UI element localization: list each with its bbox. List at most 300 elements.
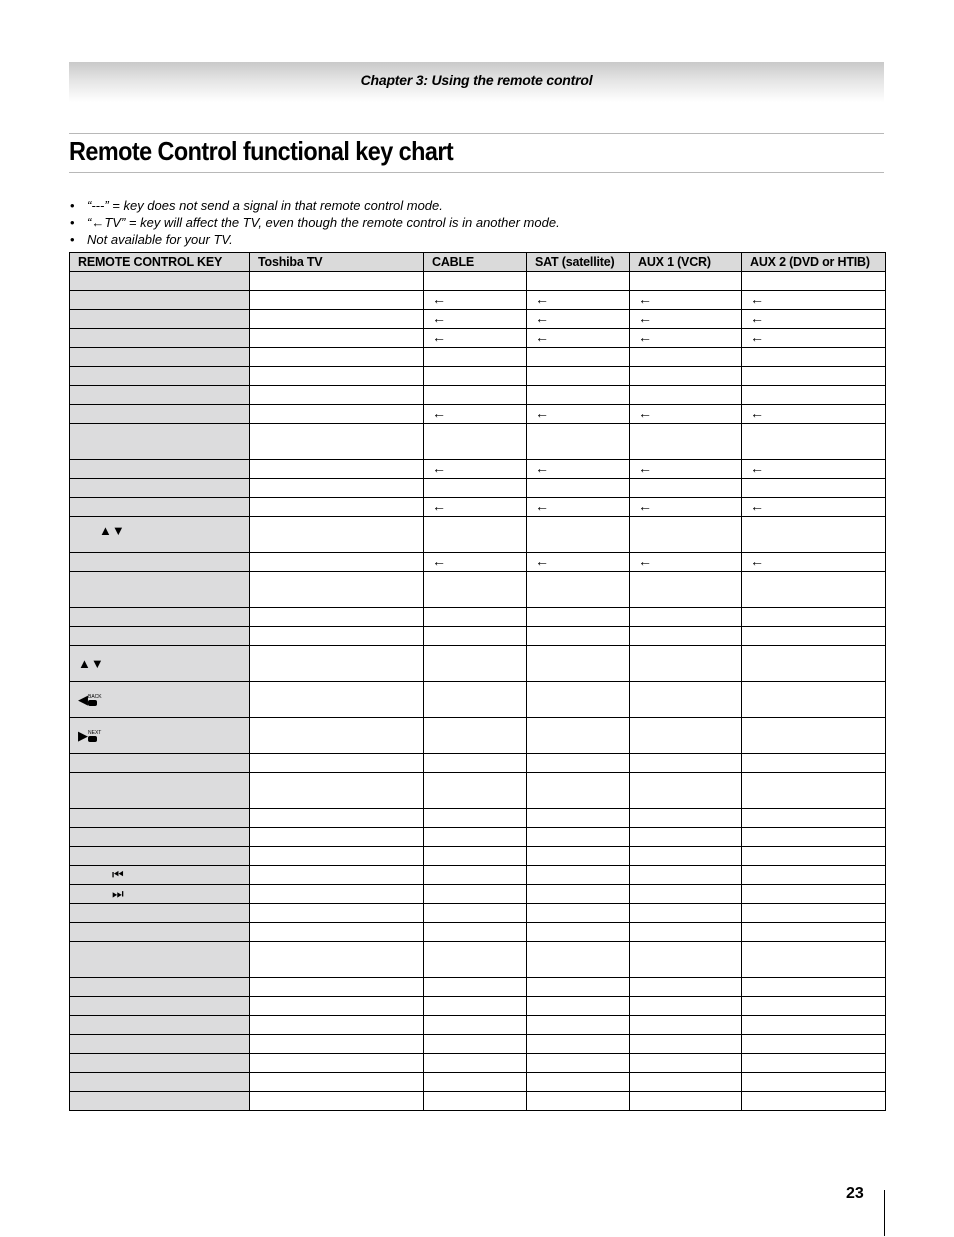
cell	[250, 291, 424, 310]
cell	[250, 682, 424, 718]
cell	[742, 405, 886, 424]
cell	[527, 923, 630, 942]
cell	[630, 847, 742, 866]
cell	[630, 572, 742, 608]
cell	[742, 885, 886, 904]
cell	[424, 809, 527, 828]
cell	[630, 498, 742, 517]
key-cell	[70, 572, 250, 608]
cell	[424, 329, 527, 348]
key-cell	[70, 1035, 250, 1054]
cell	[742, 718, 886, 754]
table-row	[70, 348, 886, 367]
left-arrow-icon: ←	[432, 329, 446, 345]
cell	[527, 310, 630, 329]
cell	[424, 367, 527, 386]
cell	[250, 627, 424, 646]
table-row	[70, 460, 886, 479]
cell	[527, 828, 630, 847]
cell	[742, 517, 886, 553]
cell	[250, 923, 424, 942]
cell	[742, 1073, 886, 1092]
table-row	[70, 828, 886, 847]
cell	[742, 553, 886, 572]
key-cell	[70, 754, 250, 773]
key-cell	[70, 367, 250, 386]
key-cell	[70, 405, 250, 424]
table-row	[70, 367, 886, 386]
cell	[424, 942, 527, 978]
cell	[250, 904, 424, 923]
cell	[250, 517, 424, 553]
table-row	[70, 1035, 886, 1054]
left-arrow-icon: ←	[750, 553, 764, 569]
cell	[630, 405, 742, 424]
cell	[424, 291, 527, 310]
left-arrow-icon: ←	[750, 405, 764, 421]
table-row	[70, 1073, 886, 1092]
header-row	[70, 253, 886, 272]
bullet: •	[70, 215, 75, 230]
cell	[527, 1035, 630, 1054]
cell	[527, 1073, 630, 1092]
cell	[527, 942, 630, 978]
key-cell	[70, 997, 250, 1016]
cell	[527, 997, 630, 1016]
key-cell	[70, 1016, 250, 1035]
cell	[424, 885, 527, 904]
cell	[250, 424, 424, 460]
table-row	[70, 1054, 886, 1073]
back-oval-icon	[88, 700, 97, 706]
key-cell	[70, 1054, 250, 1073]
cell	[250, 1092, 424, 1111]
key-cell	[70, 553, 250, 572]
back-label: BACK	[88, 694, 102, 701]
table-row	[70, 847, 886, 866]
col-header-sat: SAT (satellite)	[527, 253, 630, 272]
page-number-rule	[884, 1190, 885, 1236]
col-header-key: REMOTE CONTROL KEY	[70, 253, 250, 272]
cell	[250, 847, 424, 866]
cell	[424, 1092, 527, 1111]
cell	[630, 386, 742, 405]
table-row	[70, 923, 886, 942]
cell	[250, 866, 424, 885]
cell	[742, 923, 886, 942]
left-arrow-icon: ←	[432, 498, 446, 514]
table-row	[70, 479, 886, 498]
key-cell	[70, 718, 250, 754]
table-row	[70, 405, 886, 424]
cell	[527, 479, 630, 498]
cell	[742, 329, 886, 348]
key-cell	[70, 460, 250, 479]
cell	[424, 1016, 527, 1035]
cell	[630, 1016, 742, 1035]
cell	[527, 885, 630, 904]
cell	[742, 572, 886, 608]
left-arrow-icon: ←	[432, 291, 446, 307]
cell	[742, 460, 886, 479]
key-cell	[70, 978, 250, 997]
cell	[742, 866, 886, 885]
note-item	[69, 214, 560, 231]
key-cell	[70, 866, 250, 885]
key-cell	[70, 386, 250, 405]
cell	[527, 291, 630, 310]
cell	[527, 718, 630, 754]
cell	[630, 329, 742, 348]
cell	[250, 646, 424, 682]
left-arrow-icon: ←	[535, 291, 549, 307]
table-row	[70, 272, 886, 291]
cell	[527, 608, 630, 627]
key-cell	[70, 646, 250, 682]
cell	[424, 847, 527, 866]
cell	[424, 1073, 527, 1092]
up-down-arrows-icon: ▲▼	[99, 523, 125, 538]
left-arrow-icon: ←	[535, 329, 549, 345]
left-arrow-icon: ←	[750, 498, 764, 514]
left-arrow-icon: ←	[535, 310, 549, 326]
cell	[742, 997, 886, 1016]
page-number: 23	[846, 1185, 864, 1202]
cell	[527, 754, 630, 773]
left-triangle-icon: ◀	[78, 691, 88, 707]
cell	[630, 773, 742, 809]
table-row	[70, 1016, 886, 1035]
left-arrow-icon: ←	[750, 329, 764, 345]
cell	[250, 498, 424, 517]
key-cell	[70, 942, 250, 978]
cell	[250, 348, 424, 367]
table-row	[70, 1092, 886, 1111]
cell	[250, 1035, 424, 1054]
cell	[630, 1035, 742, 1054]
table-row	[70, 608, 886, 627]
cell	[630, 997, 742, 1016]
cell	[630, 942, 742, 978]
cell	[527, 498, 630, 517]
key-cell	[70, 828, 250, 847]
cell	[424, 572, 527, 608]
key-cell	[70, 773, 250, 809]
col-header-cable: CABLE	[424, 253, 527, 272]
cell	[527, 553, 630, 572]
cell	[630, 310, 742, 329]
title-rule-bottom	[69, 172, 884, 173]
cell	[424, 517, 527, 553]
cell	[250, 272, 424, 291]
cell	[630, 479, 742, 498]
left-arrow-icon: ←	[535, 498, 549, 514]
cell	[742, 348, 886, 367]
cell	[250, 479, 424, 498]
cell	[424, 978, 527, 997]
col-header-aux2: AUX 2 (DVD or HTIB)	[742, 253, 886, 272]
key-cell	[70, 809, 250, 828]
cell	[527, 1016, 630, 1035]
table-row	[70, 773, 886, 809]
cell	[424, 1035, 527, 1054]
table-row	[70, 424, 886, 460]
left-arrow-icon: ←	[638, 291, 652, 307]
left-arrow-icon: ←	[638, 310, 652, 326]
next-label: NEXT	[88, 730, 102, 737]
cell	[742, 828, 886, 847]
cell	[424, 646, 527, 682]
bullet: •	[70, 232, 75, 247]
next-badge-icon	[88, 730, 101, 742]
cell	[630, 718, 742, 754]
cell	[742, 809, 886, 828]
table-row	[70, 885, 886, 904]
chapter-title: Chapter 3: Using the remote control	[360, 72, 593, 88]
cell	[742, 424, 886, 460]
cell	[527, 348, 630, 367]
bullet: •	[70, 198, 75, 213]
cell	[424, 828, 527, 847]
key-cell	[70, 348, 250, 367]
table-row	[70, 866, 886, 885]
key-cell	[70, 498, 250, 517]
cell	[527, 978, 630, 997]
cell	[424, 498, 527, 517]
key-cell	[70, 479, 250, 498]
table-row	[70, 627, 886, 646]
cell	[250, 978, 424, 997]
cell	[527, 809, 630, 828]
cell	[742, 847, 886, 866]
cell	[250, 572, 424, 608]
cell	[250, 310, 424, 329]
cell	[630, 646, 742, 682]
cell	[742, 608, 886, 627]
cell	[742, 978, 886, 997]
left-arrow-icon: ←	[432, 460, 446, 476]
key-cell	[70, 923, 250, 942]
cell	[424, 923, 527, 942]
cell	[250, 885, 424, 904]
right-triangle-icon: ▶	[78, 727, 88, 743]
cell	[250, 718, 424, 754]
cell	[630, 682, 742, 718]
back-badge-icon	[88, 694, 102, 706]
left-arrow-icon: ←	[535, 553, 549, 569]
cell	[424, 272, 527, 291]
cell	[630, 608, 742, 627]
cell	[742, 1016, 886, 1035]
cell	[424, 904, 527, 923]
cell	[424, 773, 527, 809]
cell	[742, 367, 886, 386]
cell	[527, 646, 630, 682]
key-cell	[70, 682, 250, 718]
cell	[630, 1092, 742, 1111]
col-header-aux1: AUX 1 (VCR)	[630, 253, 742, 272]
key-cell	[70, 904, 250, 923]
cell	[742, 682, 886, 718]
table-row	[70, 517, 886, 553]
key-cell	[70, 291, 250, 310]
title-rule-top	[69, 133, 884, 134]
note-item	[69, 231, 560, 248]
cell	[630, 1054, 742, 1073]
next-oval-icon	[88, 736, 97, 742]
cell	[424, 997, 527, 1016]
table-row	[70, 329, 886, 348]
key-cell	[70, 272, 250, 291]
cell	[742, 942, 886, 978]
key-cell	[70, 627, 250, 646]
left-arrow-icon: ←	[638, 329, 652, 345]
cell	[630, 367, 742, 386]
table-row	[70, 498, 886, 517]
cell	[424, 424, 527, 460]
table-row	[70, 978, 886, 997]
table-row	[70, 572, 886, 608]
left-arrow-icon: ←	[535, 405, 549, 421]
cell	[424, 405, 527, 424]
cell	[527, 405, 630, 424]
table-row	[70, 718, 886, 754]
left-arrow-icon: ←	[750, 460, 764, 476]
key-cell	[70, 1092, 250, 1111]
cell	[630, 460, 742, 479]
left-arrow-icon: ←	[432, 553, 446, 569]
cell	[527, 847, 630, 866]
cell	[527, 386, 630, 405]
cell	[630, 272, 742, 291]
table-row	[70, 997, 886, 1016]
cell	[527, 682, 630, 718]
cell	[742, 1092, 886, 1111]
cell	[630, 923, 742, 942]
left-arrow-icon: ←	[638, 498, 652, 514]
up-down-arrows-icon: ▲▼	[78, 656, 104, 671]
cell	[250, 405, 424, 424]
cell	[424, 682, 527, 718]
cell	[250, 553, 424, 572]
cell	[630, 866, 742, 885]
skip-back-icon: ⏮	[112, 867, 124, 882]
cell	[250, 1073, 424, 1092]
col-header-toshiba-tv: Toshiba TV	[250, 253, 424, 272]
cell	[630, 517, 742, 553]
cell	[424, 310, 527, 329]
cell	[527, 424, 630, 460]
key-cell	[70, 885, 250, 904]
cell	[250, 329, 424, 348]
legend-notes	[69, 197, 560, 248]
cell	[630, 348, 742, 367]
cell	[250, 942, 424, 978]
cell	[424, 627, 527, 646]
table-row	[70, 310, 886, 329]
cell	[250, 997, 424, 1016]
cell	[250, 828, 424, 847]
chapter-header-bar	[69, 62, 884, 102]
left-arrow-icon: ←	[535, 460, 549, 476]
cell	[742, 291, 886, 310]
cell	[630, 424, 742, 460]
table-row	[70, 809, 886, 828]
cell	[250, 809, 424, 828]
cell	[424, 1054, 527, 1073]
skip-forward-icon: ⏭	[112, 886, 124, 901]
cell	[630, 809, 742, 828]
left-arrow-icon: ←	[638, 405, 652, 421]
key-cell	[70, 424, 250, 460]
left-arrow-icon: ←	[750, 310, 764, 326]
key-cell	[70, 608, 250, 627]
table-row	[70, 553, 886, 572]
note-text: “---” = key does not send a signal in that remote control mode.	[87, 198, 443, 213]
cell	[742, 479, 886, 498]
left-arrow-icon: ←	[638, 460, 652, 476]
table-row	[70, 386, 886, 405]
cell	[742, 646, 886, 682]
table-row	[70, 682, 886, 718]
note-item	[69, 197, 560, 214]
cell	[742, 754, 886, 773]
key-cell	[70, 847, 250, 866]
cell	[742, 386, 886, 405]
cell	[250, 460, 424, 479]
cell	[630, 978, 742, 997]
cell	[250, 386, 424, 405]
cell	[250, 1016, 424, 1035]
cell	[250, 608, 424, 627]
table-row	[70, 646, 886, 682]
cell	[424, 718, 527, 754]
cell	[527, 329, 630, 348]
note-text: Not available for your TV.	[87, 232, 233, 247]
cell	[630, 627, 742, 646]
cell	[424, 553, 527, 572]
cell	[250, 754, 424, 773]
cell	[527, 272, 630, 291]
cell	[250, 773, 424, 809]
cell	[742, 773, 886, 809]
cell	[424, 460, 527, 479]
cell	[742, 627, 886, 646]
cell	[424, 348, 527, 367]
table-row	[70, 904, 886, 923]
cell	[424, 754, 527, 773]
key-cell	[70, 329, 250, 348]
cell	[527, 1054, 630, 1073]
left-arrow-icon: ←	[432, 310, 446, 326]
table-row	[70, 754, 886, 773]
cell	[742, 310, 886, 329]
cell	[527, 627, 630, 646]
cell	[630, 754, 742, 773]
cell	[424, 479, 527, 498]
cell	[424, 386, 527, 405]
table-row	[70, 291, 886, 310]
key-chart-table	[69, 252, 886, 1111]
key-cell	[70, 310, 250, 329]
left-arrow-icon: ←	[750, 291, 764, 307]
cell	[742, 272, 886, 291]
cell	[630, 1073, 742, 1092]
cell	[527, 1092, 630, 1111]
cell	[630, 828, 742, 847]
cell	[742, 1054, 886, 1073]
cell	[424, 866, 527, 885]
